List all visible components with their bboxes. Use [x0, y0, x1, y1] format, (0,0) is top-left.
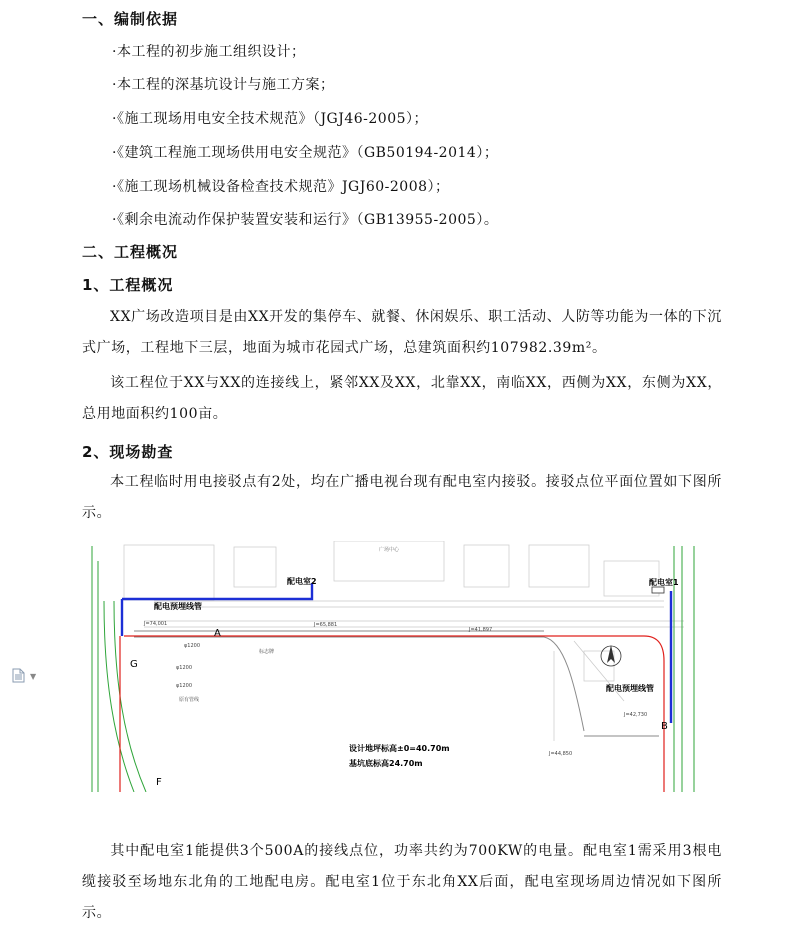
- svg-text:φ1200: φ1200: [184, 643, 201, 649]
- label-point-a: A: [214, 628, 221, 639]
- svg-text:J=42,730: J=42,730: [624, 712, 648, 718]
- label-room1: 配电室1: [649, 578, 679, 587]
- svg-text:J=44,850: J=44,850: [549, 751, 573, 757]
- survey-paragraph: [82, 467, 722, 529]
- subsection2-heading: 2、现场勘查: [82, 443, 174, 461]
- closing-paragraph: [82, 836, 722, 929]
- label-room2: 配电室2: [287, 577, 317, 586]
- svg-text:标志牌: 标志牌: [259, 649, 275, 655]
- svg-text:φ1200: φ1200: [176, 665, 193, 671]
- label-point-b: B: [661, 721, 668, 732]
- reference-item-1: ·本工程的初步施工组织设计；: [112, 44, 306, 60]
- label-pipe-right: 配电预埋线管: [606, 684, 654, 693]
- section1-heading: 一、编制依据: [82, 10, 179, 28]
- site-plan-figure: [84, 541, 717, 792]
- label-elevation-2: 基坑底标高24.70m: [349, 759, 423, 768]
- svg-text:J=65,881: J=65,881: [314, 622, 338, 628]
- reference-item-4: ·《建筑工程施工现场供用电安全规范》（GB50194-2014）；: [112, 145, 499, 161]
- reference-item-6: ·《剩余电流动作保护装置安装和运行》（GB13955-2005）。: [112, 212, 499, 228]
- svg-text:原有管线: 原有管线: [179, 697, 200, 703]
- svg-text:J=74,001: J=74,001: [144, 621, 168, 627]
- reference-item-3: ·《施工现场用电安全技术规范》（JGJ46-2005）；: [112, 111, 429, 127]
- chevron-down-icon[interactable]: ▼: [30, 672, 37, 681]
- label-point-g: G: [130, 659, 138, 670]
- label-point-f: F: [156, 777, 162, 788]
- label-plaza: 广场中心: [379, 547, 400, 553]
- overview-paragraph-1-text: XX广场改造项目是由XX开发的集停车、就餐、休闲娱乐、职工活动、人防等功能为一体的下沉式广场，工程地下三层，地面为城市花园式广场，总建筑面积约107982.39m²。: [82, 309, 722, 356]
- reference-item-2: ·本工程的深基坑设计与施工方案；: [112, 77, 335, 93]
- section2-heading: 二、工程概况: [82, 243, 179, 261]
- survey-paragraph-text: 本工程临时用电接驳点有2处，均在广播电视台现有配电室内接驳。接驳点位平面位置如下图所示。: [82, 474, 722, 521]
- document-icon[interactable]: [12, 668, 25, 683]
- overview-paragraph-1: [82, 302, 722, 364]
- subsection1-heading: 1、工程概况: [82, 276, 174, 294]
- site-plan-drawing: [84, 541, 717, 792]
- svg-text:J=41,897: J=41,897: [469, 627, 493, 633]
- svg-text:φ1200: φ1200: [176, 683, 193, 689]
- overview-paragraph-2: [82, 368, 722, 430]
- label-elevation-1: 设计地坪标高±0=40.70m: [349, 744, 450, 753]
- label-pipe-top: 配电预埋线管: [154, 602, 202, 611]
- reference-item-5: ·《施工现场机械设备检查技术规范》JGJ60-2008）；: [112, 179, 450, 195]
- overview-paragraph-2-text: 该工程位于XX与XX的连接线上，紧邻XX及XX，北靠XX，南临XX，西侧为XX，东侧为XX，总用地面积约100亩。: [82, 375, 722, 422]
- closing-paragraph-text: 其中配电室1能提供3个500A的接线点位，功率共约为700KW的电量。配电室1需采用3根电缆接驳至场地东北角的工地配电房。配电室1位于东北角XX后面，配电室现场周边情况如下图所示。: [82, 843, 722, 921]
